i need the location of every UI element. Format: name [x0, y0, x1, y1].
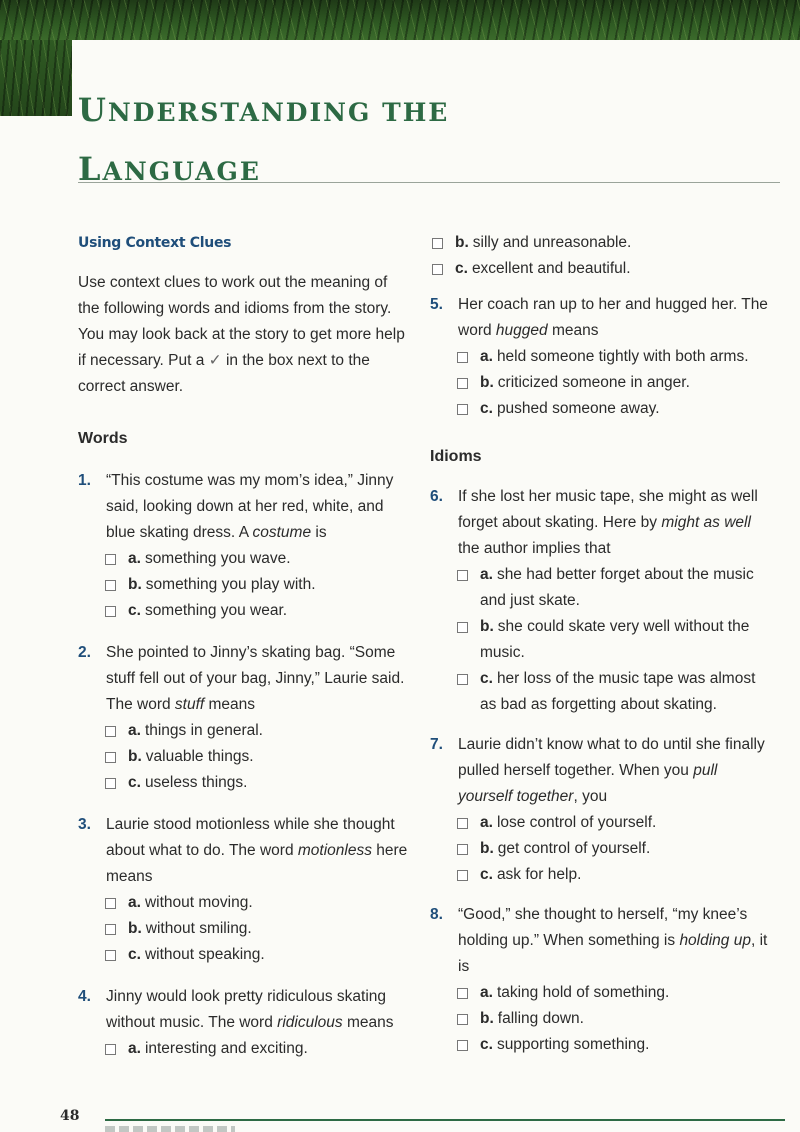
checkbox-icon[interactable] [457, 988, 468, 999]
checkbox-icon[interactable] [105, 898, 116, 909]
question-stem: She pointed to Jinny’s skating bag. “Some stuff fell out of your bag, Jinny,” Laurie said. The word stuff means [106, 644, 405, 713]
checkbox-icon[interactable] [105, 950, 116, 961]
question-block [78, 640, 413, 796]
question-stem: Jinny would look pretty ridiculous skating without music. The word ridiculous means [106, 988, 394, 1031]
option-text: ask for help. [496, 866, 582, 883]
right-column [430, 230, 775, 1072]
question-3 [78, 812, 413, 890]
option-letter: a. [480, 814, 493, 831]
answer-option[interactable] [78, 942, 413, 968]
option-letter: a. [480, 348, 493, 365]
option-letter: a. [128, 894, 141, 911]
option-letter: c. [128, 602, 141, 619]
option-text: without moving. [144, 894, 253, 911]
question-block [430, 732, 775, 888]
option-text: criticized someone in anger. [497, 374, 690, 391]
question-5 [430, 292, 775, 422]
option-letter: c. [480, 400, 493, 417]
question-8 [430, 902, 775, 980]
option-text: taking hold of something. [496, 984, 670, 1001]
footer-running-title-cropped [105, 1126, 235, 1132]
answer-option[interactable] [430, 614, 775, 666]
checkbox-icon[interactable] [432, 264, 443, 275]
instructions: Use context clues to work out the meaning of the following words and idioms from the story. You may look back at the story to get more help if necessary. Put a ✓ in the box next to the correct answer. [78, 274, 405, 395]
question-block [430, 484, 775, 718]
header-grass-photo [0, 0, 800, 40]
question-5 [430, 292, 775, 344]
question-stem: Her coach ran up to her and hugged her. The word hugged means [458, 296, 768, 339]
answer-option[interactable] [78, 890, 413, 916]
checkbox-icon[interactable] [457, 404, 468, 415]
option-letter: a. [128, 1040, 141, 1057]
checkbox-icon[interactable] [457, 674, 468, 685]
option-letter: b. [480, 840, 494, 857]
question-2 [78, 640, 413, 718]
checkbox-icon[interactable] [105, 606, 116, 617]
option-text: lose control of yourself. [496, 814, 657, 831]
answer-option[interactable] [430, 230, 775, 256]
section-label: Using Context Clues [78, 235, 232, 251]
question-block [430, 902, 775, 1058]
option-letter: b. [480, 1010, 494, 1027]
checkbox-icon[interactable] [457, 1014, 468, 1025]
question-term: pull yourself together [458, 762, 718, 805]
answer-option[interactable] [430, 1032, 775, 1058]
answer-option[interactable] [430, 256, 775, 282]
option-letter: c. [128, 774, 141, 791]
question-number: 6. [430, 488, 443, 505]
option-letter: c. [480, 866, 493, 883]
answer-option[interactable] [430, 980, 775, 1006]
option-text: supporting something. [496, 1036, 650, 1053]
option-letter: b. [128, 576, 142, 593]
checkbox-icon[interactable] [105, 752, 116, 763]
answer-option[interactable] [430, 562, 775, 614]
option-text: something you wave. [144, 550, 291, 567]
question-stem: Laurie didn’t know what to do until she finally pulled herself together. When you pull yourself together, you [458, 736, 765, 805]
answer-option[interactable] [78, 598, 413, 624]
option-letter: a. [128, 722, 141, 739]
checkbox-icon[interactable] [457, 1040, 468, 1051]
question-block [430, 292, 775, 422]
question-stem: Laurie stood motionless while she thought about what to do. The word motionless here means [106, 816, 408, 885]
answer-option[interactable] [78, 916, 413, 942]
question-block [78, 812, 413, 968]
checkbox-icon[interactable] [457, 352, 468, 363]
question-stem: “Good,” she thought to herself, “my knee’s holding up.” When something is holding up, it is [458, 906, 768, 975]
question-number: 2. [78, 644, 91, 661]
question-6 [430, 484, 775, 562]
option-text: falling down. [497, 1010, 584, 1027]
option-letter: c. [480, 670, 493, 687]
option-letter: c. [128, 946, 141, 963]
question-number: 5. [430, 296, 443, 313]
option-text: held someone tightly with both arms. [496, 348, 749, 365]
option-letter: b. [480, 618, 494, 635]
checkbox-icon[interactable] [457, 870, 468, 881]
option-letter: a. [480, 566, 493, 583]
question-number: 1. [78, 472, 91, 489]
question-1 [78, 468, 413, 546]
answer-option[interactable] [78, 718, 413, 744]
question-block [78, 468, 413, 624]
left-column [78, 230, 413, 1078]
page-number: 48 [60, 1108, 80, 1124]
option-text: silly and unreasonable. [472, 234, 632, 251]
checkbox-icon[interactable] [457, 818, 468, 829]
checkbox-icon[interactable] [105, 726, 116, 737]
question-term: costume [252, 524, 312, 541]
checkbox-icon[interactable] [105, 778, 116, 789]
option-text: something you play with. [145, 576, 316, 593]
checkbox-icon[interactable] [105, 580, 116, 591]
option-letter: c. [455, 260, 468, 277]
option-text: her loss of the music tape was almost as bad as forgetting about skating. [480, 670, 756, 713]
idioms-heading: Idioms [430, 448, 482, 465]
option-text: excellent and beautiful. [471, 260, 631, 277]
checkmark-icon: ✓ [208, 352, 222, 369]
answer-option[interactable] [78, 744, 413, 770]
option-text: interesting and exciting. [144, 1040, 308, 1057]
checkbox-icon[interactable] [432, 238, 443, 249]
answer-option[interactable] [78, 546, 413, 572]
answer-option[interactable] [78, 572, 413, 598]
answer-option[interactable] [430, 396, 775, 422]
option-letter: a. [480, 984, 493, 1001]
question-number: 3. [78, 816, 91, 833]
question-term: might as well [661, 514, 751, 531]
answer-option[interactable] [430, 1006, 775, 1032]
option-text: she could skate very well without the music. [480, 618, 750, 661]
option-letter: b. [128, 748, 142, 765]
question-term: holding up [679, 932, 751, 949]
option-letter: b. [480, 374, 494, 391]
answer-option[interactable] [430, 370, 775, 396]
option-text: without speaking. [144, 946, 265, 963]
checkbox-icon[interactable] [457, 378, 468, 389]
question-number: 4. [78, 988, 91, 1005]
answer-option[interactable] [430, 344, 775, 370]
question-4 [78, 984, 413, 1036]
checkbox-icon[interactable] [457, 622, 468, 633]
question-number: 7. [430, 736, 443, 753]
answer-option[interactable] [430, 862, 775, 888]
option-text: get control of yourself. [497, 840, 651, 857]
page-title: UNDERSTANDING THE LANGUAGE [78, 91, 450, 188]
option-text: things in general. [144, 722, 263, 739]
option-text: useless things. [144, 774, 248, 791]
answer-option[interactable] [430, 666, 775, 718]
checkbox-icon[interactable] [457, 570, 468, 581]
checkbox-icon[interactable] [105, 1044, 116, 1055]
checkbox-icon[interactable] [105, 554, 116, 565]
question-term: stuff [174, 696, 205, 713]
checkbox-icon[interactable] [457, 844, 468, 855]
option-text: valuable things. [145, 748, 254, 765]
header-grass-photo-side [0, 40, 72, 116]
option-text: without smiling. [145, 920, 252, 937]
question-4-continued [430, 230, 775, 282]
title-divider [78, 182, 780, 183]
question-term: hugged [495, 322, 548, 339]
question-number: 8. [430, 906, 443, 923]
question-term: ridiculous [277, 1014, 343, 1031]
checkbox-icon[interactable] [105, 924, 116, 935]
words-heading: Words [78, 430, 128, 447]
question-7 [430, 732, 775, 810]
answer-option[interactable] [430, 810, 775, 836]
words-question-list [78, 468, 413, 1062]
answer-option[interactable] [430, 836, 775, 862]
answer-option[interactable] [78, 1036, 413, 1062]
footer-divider [105, 1119, 785, 1121]
question-stem: If she lost her music tape, she might as well forget about skating. Here by might as well the author implies that [458, 488, 758, 557]
option-text: she had better forget about the music and just skate. [480, 566, 754, 609]
option-letter: c. [480, 1036, 493, 1053]
question-block [78, 984, 413, 1062]
option-text: something you wear. [144, 602, 288, 619]
option-text: pushed someone away. [496, 400, 660, 417]
option-letter: b. [128, 920, 142, 937]
option-letter: a. [128, 550, 141, 567]
answer-option[interactable] [78, 770, 413, 796]
idioms-question-list [430, 484, 775, 1058]
question-term: motionless [297, 842, 372, 859]
question-stem: “This costume was my mom’s idea,” Jinny said, looking down at her red, white, and blue skating dress. A costume is [106, 472, 394, 541]
option-letter: b. [455, 234, 469, 251]
